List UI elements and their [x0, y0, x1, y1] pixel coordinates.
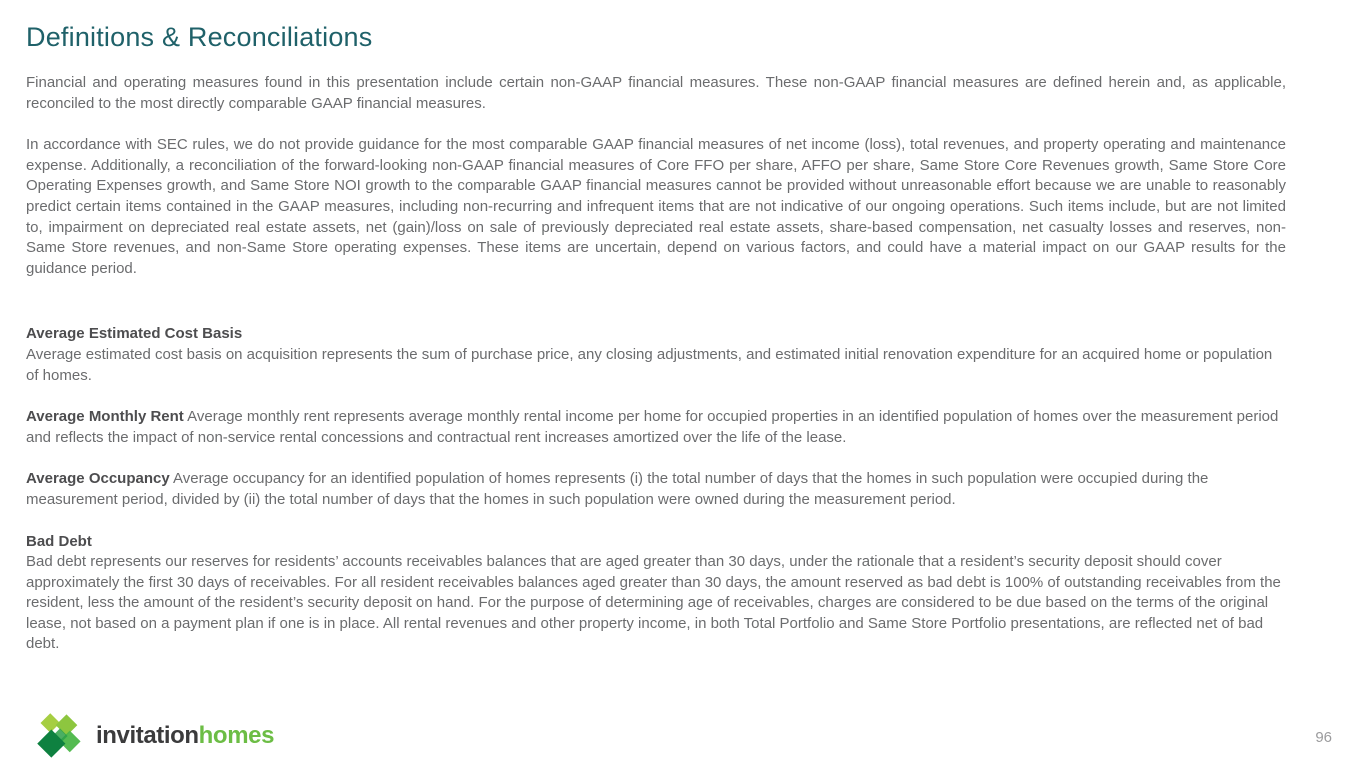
- definition-body: Average monthly rent represents average monthly rental income per home for occupied properties in an identified population of homes over the measurement period and reflects the impact of non-service rental concessions and contractual rent increases amortized over the life of the lease.: [26, 408, 1279, 446]
- definition-body: Average occupancy for an identified population of homes represents (i) the total number of days that the homes in such population were occupied during the measurement period, divided by (ii) the total number of days that the homes in such population were owned during the measurement period.: [26, 470, 1209, 508]
- definition-term: Average Occupancy: [26, 470, 170, 488]
- intro-paragraph: In accordance with SEC rules, we do not provide guidance for the most comparable GAAP financial measures of net income (loss), total revenues, and property operating and maintenance expense. Additionally, a reconciliation of the forward-looking non-GAAP financial measures of Core FFO per share, AFFO per share, Same Store Core Revenues growth, Same Store Core Operating Expenses growth, and Same Store NOI growth to the comparable GAAP financial measures cannot be provided without unreasonable effort because we are unable to reasonably predict certain items contained in the GAAP measures, including non-recurring and infrequent items that are not indicative of our ongoing operations. Such items include, but are not limited to, impairment on depreciated real estate assets, net (gain)/loss on sale of previously depreciated real estate assets, share-based compensation, net casualty losses and reserves, non-Same Store revenues, and non-Same Store operating expenses. These items are uncertain, depend on various factors, and could have a material impact on our GAAP results for the guidance period.: [26, 136, 1286, 277]
- definition-bad-debt: [26, 532, 1286, 656]
- definition-term: Average Estimated Cost Basis: [26, 325, 243, 343]
- slide-content: [26, 22, 1286, 676]
- intro-section: [26, 73, 1286, 279]
- definition-average-monthly-rent: [26, 407, 1286, 448]
- logo-word-homes: homes: [198, 722, 275, 749]
- definitions-section: [26, 324, 1286, 655]
- invitation-homes-logo: [33, 710, 274, 762]
- definition-average-occupancy: [26, 469, 1286, 510]
- page-number: 96: [1315, 729, 1332, 746]
- definition-term: Average Monthly Rent: [26, 408, 184, 426]
- definition-body: Bad debt represents our reserves for residents’ accounts receivables balances that are aged greater than 30 days, under the rationale that a resident’s security deposit should cover approximately the first 30 days of receivables. For all resident receivables balances aged greater than 30 days, the amount reserved as bad debt is 100% of outstanding receivables from the resident, less the amount of the resident’s security deposit on hand. For the purpose of determining age of receivables, charges are considered to be due based on the terms of the original lease, not based on a payment plan if one is in place. All rental revenues and other property income, in both Total Portfolio and Same Store Portfolio presentations, are reflected net of bad debt.: [26, 553, 1281, 653]
- definition-body: Average estimated cost basis on acquisition represents the sum of purchase price, any closing adjustments, and estimated initial renovation expenditure for an acquired home or population of homes.: [26, 345, 1273, 384]
- logo-wordmark: [96, 722, 274, 750]
- page-title: Definitions & Reconciliations: [26, 22, 373, 52]
- logo-word-invitation: invitation: [96, 722, 199, 749]
- definition-term: Bad Debt: [26, 532, 92, 550]
- definition-average-estimated-cost-basis: [26, 324, 1286, 386]
- invitation-homes-logo-mark-icon: [33, 710, 87, 762]
- intro-paragraph: Financial and operating measures found in this presentation include certain non-GAAP financial measures. These non-GAAP financial measures are defined herein and, as applicable, reconciled to the most directly comparable GAAP financial measures.: [26, 74, 1286, 112]
